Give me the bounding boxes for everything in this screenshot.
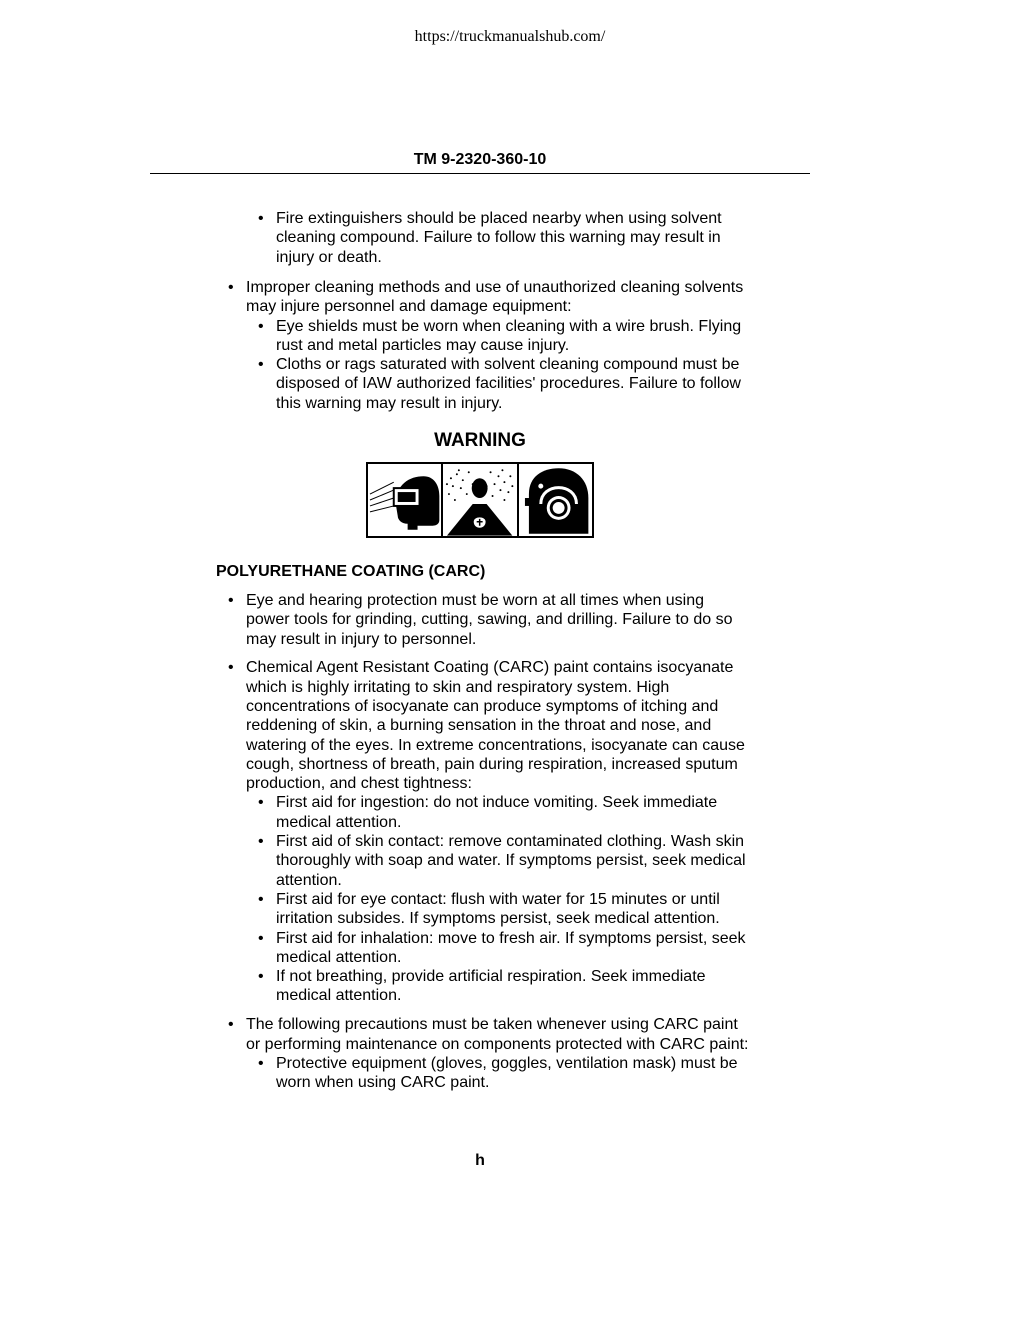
bullet-icon: • [258,968,264,986]
list-item [258,355,751,413]
bullet-icon: • [258,210,264,227]
list-item-text: First aid for inhalation: move to fresh air. If symptoms persist, seek medical attention. [276,929,746,966]
list-item-text: Eye shields must be worn when cleaning with a wire brush. Flying rust and metal particles may cause injury. [276,317,742,354]
list-item-text: First aid for eye contact: flush with water for 15 minutes or until irritation subsides. If symptoms persist, seek medical attention. [276,890,720,928]
list-item-text: Protective equipment (gloves, goggles, ventilation mask) must be worn when using CARC paint. [276,1054,738,1092]
improper-cleaning-sublist [246,317,751,413]
list-item-text: First aid for ingestion: do not induce vomiting. Seek immediate medical attention. [276,794,718,831]
list-item [258,967,751,1006]
bullet-icon: • [228,659,234,677]
list-item [258,793,751,832]
list-item-text: Cloths or rags saturated with solvent cleaning compound must be disposed of IAW authorized facilities' procedures. Failure to follow this warning may result in injury. [276,356,741,412]
bullet-icon: • [228,1016,234,1034]
list-item [228,591,751,649]
bullet-icon: • [228,279,234,296]
hearing-protection-icon [519,464,592,536]
bullet-icon: • [228,592,234,609]
improper-cleaning-text: Improper cleaning methods and use of unauthorized cleaning solvents may injure personnel and damage equipment: [246,279,744,316]
warning-title: WARNING [434,430,526,451]
carc-list-block [228,591,751,1102]
list-item [258,929,751,968]
list-item [228,658,751,1005]
improper-cleaning-block [228,278,751,413]
list-item [258,832,751,890]
eye-protection-icon [368,464,443,536]
carc-list [228,591,751,1092]
list-item-text: First aid of skin contact: remove contaminated clothing. Wash skin thoroughly with soap and water. If symptoms persist, seek medical attention. [276,833,746,889]
sub-list [246,793,751,1005]
warning-icon-strip [366,462,594,538]
fire-extinguisher-text: Fire extinguishers should be placed nearby when using solvent cleaning compound. Failure to follow this warning may result in injury or death. [276,210,722,266]
chemical-exposure-icon [443,464,518,536]
bullet-icon: • [258,833,264,851]
bullet-icon: • [258,929,264,947]
list-item [258,890,751,929]
section-title: POLYURETHANE COATING (CARC) [216,563,486,580]
list-item [228,278,751,413]
bullet-icon: • [258,1054,264,1072]
bullet-icon: • [258,890,264,908]
list-item [258,1054,751,1093]
list-item-text: If not breathing, provide artificial respiration. Seek immediate medical attention. [276,968,706,1005]
document-number: TM 9-2320-360-10 [413,151,547,168]
list-item [228,1015,751,1092]
bullet-icon: • [258,317,264,335]
list-item-text: Eye and hearing protection must be worn at all times when using power tools for grinding, cutting, sawing, and drilling. Failure to do so may result in injury to personnel. [246,592,733,648]
list-item-text: The following precautions must be taken whenever using CARC paint or performing maintenance on components protected with CARC paint: [246,1016,749,1053]
header-rule [150,173,810,174]
list-item-text: Chemical Agent Resistant Coating (CARC) paint contains isocyanate which is highly irritating to skin and respiratory system. High concentrations of isocyanate can produce symptoms of itching and reddening of skin, a burning sensation in the throat and nose, and watering of the eyes. In extreme concentrations, isocyanate can cause cough, shortness of breath, pain during respiration, increased sputum production, and chest tightness: [246,659,745,793]
list-item [258,209,751,267]
bullet-icon: • [258,794,264,812]
list-item [258,317,751,356]
source-url[interactable]: https://truckmanualshub.com/ [414,28,606,45]
page-number: h [475,1152,485,1169]
top-sub-list [258,209,751,267]
bullet-icon: • [258,356,264,374]
sub-list [246,1054,751,1093]
